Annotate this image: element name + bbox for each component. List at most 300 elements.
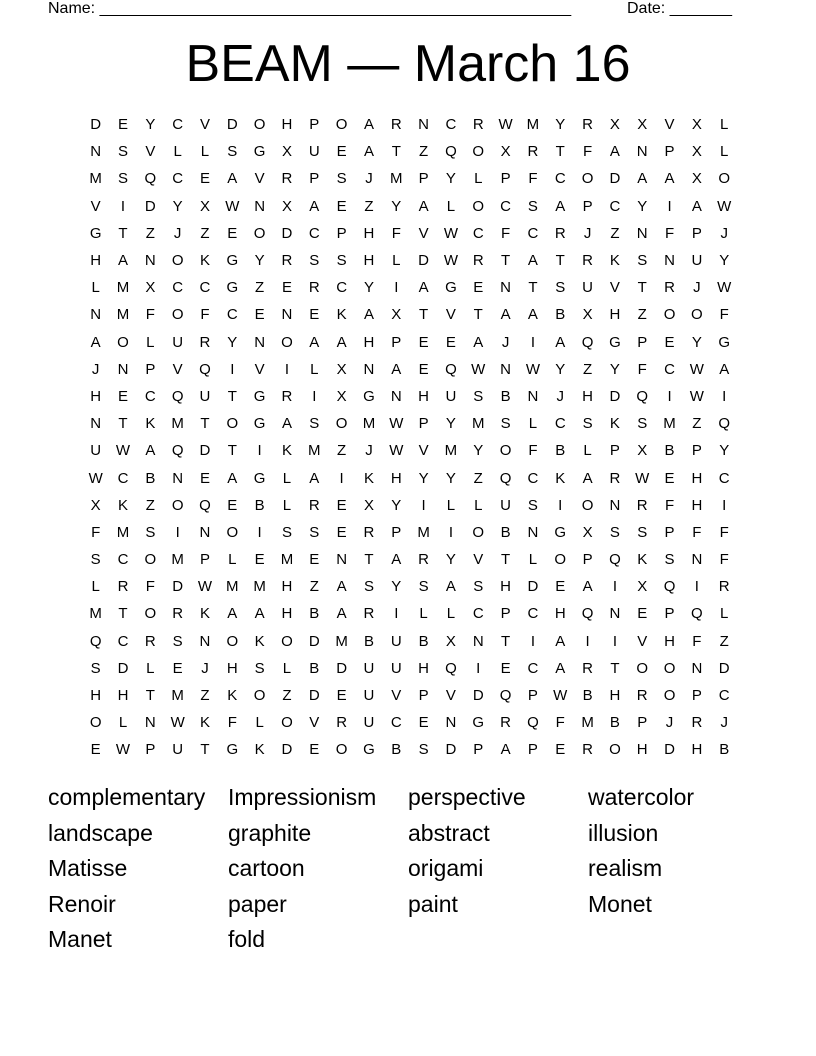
grid-letter: P	[500, 605, 511, 623]
grid-letter: F	[528, 170, 538, 188]
grid-letter: S	[336, 170, 347, 188]
grid-letter: L	[446, 496, 456, 514]
grid-letter: N	[336, 551, 348, 569]
grid-letter: O	[171, 252, 184, 270]
grid-letter: L	[228, 551, 237, 569]
grid-letter: R	[308, 496, 320, 514]
grid-letter: T	[501, 252, 511, 270]
grid-letter: V	[445, 687, 456, 705]
grid-letter: C	[718, 687, 730, 705]
grid-letter: N	[199, 632, 211, 650]
grid-letter: P	[691, 442, 702, 460]
grid-letter: C	[445, 116, 457, 134]
grid-letter: Y	[391, 496, 402, 514]
grid-letter: A	[473, 333, 484, 351]
grid-letter: D	[308, 687, 320, 705]
date-field[interactable]: Date: _______	[627, 0, 732, 17]
grid-letter: E	[418, 714, 429, 732]
grid-letter: A	[227, 605, 238, 623]
grid-letter: A	[309, 469, 320, 487]
grid-letter: F	[391, 224, 401, 242]
grid-letter: F	[91, 523, 101, 541]
grid-letter: S	[637, 252, 648, 270]
grid-letter: K	[227, 687, 238, 705]
grid-letter: D	[199, 442, 211, 460]
grid-letter: N	[90, 306, 102, 324]
grid-letter: E	[90, 741, 101, 759]
grid-letter: A	[582, 469, 593, 487]
grid-letter: K	[609, 415, 620, 433]
grid-letter: J	[365, 442, 373, 460]
grid-letter: J	[173, 224, 182, 242]
grid-letter: Y	[445, 170, 456, 188]
grid-row	[82, 329, 738, 356]
grid-letter: O	[171, 496, 184, 514]
grid-letter: T	[118, 605, 128, 623]
grid-letter: R	[636, 687, 648, 705]
grid-letter: G	[363, 387, 375, 405]
grid-letter: S	[473, 578, 484, 596]
grid-letter: A	[309, 197, 320, 215]
grid-letter: D	[445, 741, 457, 759]
word-list-item: Impressionism	[228, 784, 377, 810]
grid-letter: B	[500, 387, 511, 405]
grid-letter: X	[445, 632, 456, 650]
grid-letter: K	[281, 442, 292, 460]
grid-letter: W	[689, 360, 704, 378]
grid-row	[82, 165, 738, 192]
grid-letter: K	[555, 469, 566, 487]
name-field[interactable]: Name: _____________________________________________________	[48, 0, 572, 17]
grid-letter: A	[336, 605, 347, 623]
grid-letter: R	[554, 224, 566, 242]
grid-letter: E	[555, 578, 566, 596]
grid-letter: R	[718, 578, 730, 596]
grid-letter: X	[637, 578, 648, 596]
grid-letter: F	[501, 224, 511, 242]
grid-row	[82, 600, 738, 627]
grid-letter: U	[90, 442, 102, 460]
grid-letter: T	[200, 415, 210, 433]
grid-letter: I	[667, 197, 672, 215]
grid-letter: H	[582, 387, 593, 405]
grid-letter: E	[664, 333, 675, 351]
grid-letter: T	[118, 415, 128, 433]
grid-letter: N	[609, 605, 621, 623]
grid-letter: I	[394, 605, 399, 623]
grid-letter: X	[691, 143, 702, 161]
grid-letter: C	[718, 469, 730, 487]
grid-letter: M	[171, 415, 184, 433]
grid-letter: D	[90, 116, 102, 134]
grid-letter: P	[637, 714, 648, 732]
grid-letter: E	[473, 279, 484, 297]
grid-letter: M	[116, 523, 130, 541]
grid-letter: E	[254, 306, 265, 324]
grid-letter: A	[418, 197, 429, 215]
grid-letter: C	[664, 360, 675, 378]
grid-letter: C	[527, 605, 539, 623]
grid-letter: I	[722, 496, 727, 514]
grid-letter: B	[719, 741, 730, 759]
grid-letter: H	[554, 605, 566, 623]
grid-letter: L	[146, 333, 155, 351]
grid-letter: H	[363, 333, 375, 351]
grid-letter: C	[527, 659, 539, 677]
grid-letter: S	[172, 632, 183, 650]
grid-row	[82, 410, 738, 437]
grid-letter: Q	[691, 605, 703, 623]
grid-letter: S	[309, 523, 320, 541]
grid-letter: Y	[637, 197, 648, 215]
grid-letter: Y	[391, 197, 402, 215]
grid-letter: Y	[555, 360, 566, 378]
grid-letter: V	[418, 442, 429, 460]
grid-letter: Z	[473, 469, 483, 487]
grid-letter: O	[609, 741, 621, 759]
grid-letter: V	[664, 116, 675, 134]
grid-letter: P	[664, 523, 675, 541]
grid-letter: D	[281, 741, 293, 759]
grid-letter: O	[171, 306, 184, 324]
grid-letter: R	[472, 116, 484, 134]
grid-letter: M	[171, 551, 184, 569]
grid-letter: R	[472, 252, 484, 270]
grid-letter: I	[558, 496, 563, 514]
grid-letter: N	[691, 659, 703, 677]
grid-letter: W	[717, 197, 732, 215]
grid-letter: X	[500, 143, 511, 161]
grid-letter: Z	[692, 415, 702, 433]
word-list-item: watercolor	[588, 784, 695, 810]
grid-letter: O	[718, 170, 731, 188]
grid-letter: C	[199, 279, 211, 297]
grid-letter: N	[500, 360, 511, 378]
grid-letter: S	[473, 387, 484, 405]
grid-letter: C	[527, 469, 539, 487]
grid-letter: Y	[445, 415, 456, 433]
grid-letter: B	[582, 687, 593, 705]
grid-letter: O	[281, 333, 293, 351]
grid-letter: S	[527, 496, 538, 514]
grid-letter: E	[336, 143, 347, 161]
grid-letter: Z	[200, 224, 210, 242]
word-list-item: origami	[408, 855, 484, 882]
grid-letter: B	[609, 714, 620, 732]
grid-letter: H	[90, 687, 102, 705]
grid-letter: E	[227, 496, 238, 514]
grid-letter: O	[499, 442, 512, 460]
grid-letter: B	[309, 659, 320, 677]
grid-letter: E	[172, 659, 183, 677]
grid-letter: U	[445, 387, 457, 405]
grid-letter: G	[253, 387, 266, 405]
grid-letter: T	[501, 632, 511, 650]
grid-letter: L	[720, 605, 729, 623]
grid-letter: T	[637, 279, 647, 297]
grid-letter: X	[582, 523, 593, 541]
grid-letter: D	[609, 170, 621, 188]
grid-letter: O	[663, 659, 676, 677]
grid-letter: P	[582, 197, 593, 215]
grid-letter: P	[391, 523, 402, 541]
word-list-item: perspective	[408, 784, 526, 810]
grid-letter: Q	[581, 333, 594, 351]
page-title: BEAM — March 16	[185, 35, 631, 93]
grid-letter: P	[418, 687, 429, 705]
grid-letter: Q	[445, 143, 457, 161]
grid-letter: U	[363, 659, 375, 677]
grid-letter: L	[583, 442, 592, 460]
grid-row	[82, 220, 738, 247]
grid-letter: A	[281, 415, 292, 433]
grid-letter: F	[719, 551, 729, 569]
grid-letter: N	[664, 252, 675, 270]
grid-letter: O	[89, 714, 102, 732]
grid-letter: N	[363, 360, 375, 378]
grid-letter: N	[117, 360, 129, 378]
grid-letter: R	[172, 605, 184, 623]
grid-letter: L	[474, 496, 483, 514]
grid-letter: V	[90, 197, 101, 215]
grid-letter: G	[718, 333, 731, 351]
grid-letter: H	[90, 387, 102, 405]
word-list-item: cartoon	[228, 855, 305, 882]
grid-letter: T	[364, 551, 374, 569]
grid-letter: E	[418, 360, 429, 378]
grid-letter: R	[308, 279, 320, 297]
grid-letter: T	[473, 306, 483, 324]
grid-letter: A	[336, 578, 347, 596]
grid-letter: X	[691, 170, 702, 188]
grid-letter: D	[226, 116, 238, 134]
grid-letter: Q	[89, 632, 102, 650]
grid-letter: Q	[445, 659, 457, 677]
grid-letter: C	[500, 197, 511, 215]
grid-letter: H	[281, 116, 293, 134]
grid-letter: G	[253, 143, 266, 161]
grid-letter: H	[664, 632, 675, 650]
grid-letter: H	[418, 387, 430, 405]
grid-letter: T	[419, 306, 429, 324]
grid-letter: O	[472, 143, 485, 161]
grid-letter: O	[472, 523, 485, 541]
grid-letter: I	[230, 360, 235, 378]
grid-letter: J	[556, 387, 564, 405]
grid-letter: N	[527, 523, 539, 541]
grid-letter: H	[281, 605, 293, 623]
grid-letter: S	[90, 659, 101, 677]
grid-letter: Z	[637, 306, 647, 324]
grid-letter: T	[145, 687, 155, 705]
grid-letter: I	[421, 496, 426, 514]
grid-letter: F	[664, 224, 675, 242]
grid-letter: M	[308, 442, 321, 460]
grid-letter: I	[694, 578, 699, 596]
grid-letter: H	[609, 306, 621, 324]
grid-letter: R	[281, 170, 293, 188]
grid-letter: Q	[718, 415, 731, 433]
grid-letter: S	[418, 578, 429, 596]
grid-letter: W	[717, 279, 732, 297]
grid-letter: G	[226, 252, 239, 270]
grid-letter: R	[336, 714, 348, 732]
grid-letter: W	[225, 197, 240, 215]
grid-letter: D	[664, 741, 675, 759]
grid-letter: J	[365, 170, 373, 188]
grid-letter: P	[637, 333, 648, 351]
grid-letter: V	[609, 279, 620, 297]
grid-letter: N	[445, 714, 457, 732]
grid-letter: X	[145, 279, 156, 297]
grid-letter: I	[120, 197, 126, 215]
grid-letter: I	[448, 523, 454, 541]
grid-letter: R	[609, 469, 621, 487]
grid-letter: P	[145, 741, 156, 759]
grid-letter: I	[284, 360, 290, 378]
grid-letter: C	[336, 279, 348, 297]
grid-letter: H	[281, 578, 293, 596]
grid-letter: L	[282, 659, 292, 677]
grid-letter: C	[472, 224, 484, 242]
grid-letter: E	[281, 279, 292, 297]
grid-letter: T	[227, 442, 237, 460]
grid-letter: S	[227, 143, 238, 161]
grid-letter: L	[720, 143, 729, 161]
grid-letter: G	[226, 741, 239, 759]
grid-letter: S	[117, 143, 128, 161]
grid-letter: Z	[200, 687, 210, 705]
grid-letter: W	[389, 442, 404, 460]
grid-letter: A	[691, 197, 702, 215]
grid-letter: A	[391, 360, 402, 378]
grid-letter: O	[226, 415, 239, 433]
grid-letter: A	[309, 333, 320, 351]
word-list-item: complementary	[48, 784, 206, 810]
grid-letter: E	[445, 333, 456, 351]
word-list-item: graphite	[228, 819, 312, 846]
grid-letter: Y	[254, 252, 265, 270]
grid-letter: B	[418, 632, 429, 650]
letter-grid	[82, 111, 738, 764]
grid-letter: Z	[145, 496, 155, 514]
grid-letter: Y	[555, 116, 566, 134]
grid-letter: A	[227, 170, 238, 188]
grid-letter: X	[336, 387, 347, 405]
grid-letter: A	[418, 279, 429, 297]
grid-letter: L	[446, 605, 456, 623]
grid-letter: Y	[473, 442, 484, 460]
grid-letter: L	[91, 578, 100, 596]
grid-letter: T	[501, 551, 511, 569]
grid-row	[82, 138, 738, 165]
grid-letter: O	[226, 632, 239, 650]
grid-letter: N	[609, 496, 621, 514]
grid-letter: O	[472, 197, 485, 215]
grid-letter: B	[254, 496, 265, 514]
grid-letter: F	[637, 360, 647, 378]
grid-letter: O	[144, 605, 157, 623]
grid-letter: C	[609, 197, 621, 215]
grid-letter: O	[335, 116, 348, 134]
grid-letter: H	[636, 741, 648, 759]
grid-letter: I	[530, 632, 535, 650]
grid-letter: N	[281, 306, 293, 324]
grid-letter: P	[527, 687, 538, 705]
grid-letter: N	[90, 143, 102, 161]
grid-letter: V	[254, 170, 265, 188]
grid-letter: X	[336, 360, 347, 378]
grid-letter: Z	[145, 224, 155, 242]
grid-letter: M	[89, 605, 102, 623]
grid-row	[82, 736, 738, 763]
grid-letter: S	[582, 415, 593, 433]
grid-letter: V	[418, 224, 429, 242]
grid-letter: F	[719, 306, 729, 324]
grid-letter: J	[693, 279, 701, 297]
grid-letter: T	[227, 387, 237, 405]
grid-letter: S	[637, 523, 648, 541]
grid-letter: Q	[581, 605, 594, 623]
grid-letter: U	[172, 741, 184, 759]
grid-letter: E	[117, 116, 128, 134]
grid-letter: F	[227, 714, 237, 732]
grid-letter: B	[500, 523, 511, 541]
grid-letter: E	[254, 551, 265, 569]
grid-letter: M	[226, 578, 239, 596]
grid-letter: F	[145, 578, 155, 596]
grid-letter: H	[363, 224, 375, 242]
grid-row	[82, 682, 738, 709]
grid-letter: N	[472, 632, 484, 650]
grid-row	[82, 437, 738, 464]
grid-letter: K	[199, 605, 210, 623]
grid-letter: A	[555, 659, 566, 677]
word-list-item: Matisse	[48, 855, 128, 882]
grid-letter: X	[281, 197, 292, 215]
grid-letter: R	[281, 252, 293, 270]
grid-letter: U	[390, 632, 402, 650]
grid-letter: Z	[309, 578, 319, 596]
grid-letter: Q	[171, 387, 184, 405]
grid-letter: U	[691, 252, 703, 270]
grid-letter: A	[445, 578, 456, 596]
grid-letter: H	[691, 496, 703, 514]
word-list-item: abstract	[408, 819, 490, 846]
grid-letter: G	[253, 415, 266, 433]
grid-letter: D	[308, 632, 320, 650]
grid-letter: Y	[719, 252, 730, 270]
grid-letter: R	[281, 387, 293, 405]
grid-letter: M	[444, 442, 458, 460]
grid-letter: O	[691, 306, 703, 324]
grid-letter: W	[443, 224, 459, 242]
grid-letter: M	[581, 714, 594, 732]
grid-letter: O	[281, 632, 293, 650]
grid-letter: S	[336, 252, 347, 270]
grid-letter: N	[172, 469, 184, 487]
grid-letter: A	[227, 469, 238, 487]
grid-letter: F	[200, 306, 210, 324]
grid-letter: I	[394, 279, 399, 297]
grid-letter: K	[254, 632, 265, 650]
grid-letter: W	[689, 387, 704, 405]
grid-letter: T	[200, 741, 210, 759]
grid-letter: P	[473, 741, 484, 759]
grid-letter: Z	[337, 442, 347, 460]
grid-letter: N	[390, 387, 402, 405]
grid-letter: P	[418, 415, 429, 433]
